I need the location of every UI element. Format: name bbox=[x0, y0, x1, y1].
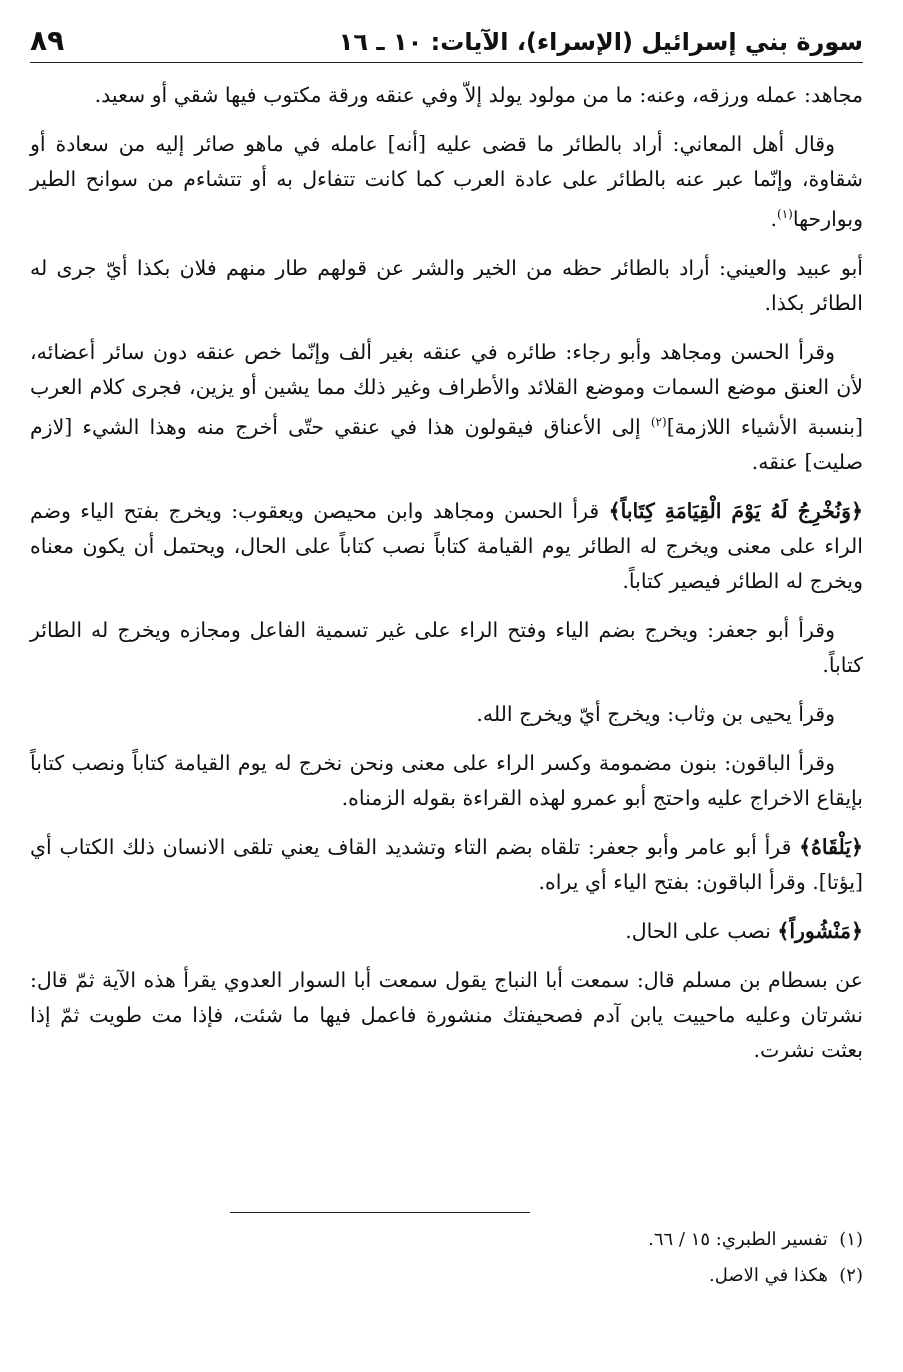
quran-quote: ﴿وَنُخْرِجُ لَهُ يَوْمَ الْقِيَامَةِ كِتَاباً﴾ bbox=[608, 498, 863, 523]
quran-quote: ﴿مَنْشُوراً﴾ bbox=[777, 918, 863, 943]
paragraph: ﴿مَنْشُوراً﴾ نصب على الحال. bbox=[625, 918, 863, 943]
running-header bbox=[30, 22, 863, 63]
paragraph: ﴿وَنُخْرِجُ لَهُ يَوْمَ الْقِيَامَةِ كِتَاباً﴾ قرأ الحسن ومجاهد وابن محيصن ويعقوب: ويخرج بفتح الياء وضم الراء على معنى ويخرج له الطائر يوم القيامة كتاباً نصب كتاباً على الحال، ويحتمل أن يكون معناه ويخرج له الطائر فيصير كتاباً. bbox=[30, 498, 863, 593]
paragraph: وقرأ يحيى بن وثاب: ويخرج أيّ ويخرج الله. bbox=[476, 701, 835, 726]
footnote-ref: (١) bbox=[777, 207, 793, 221]
page-number: ٨٩ bbox=[30, 24, 65, 57]
footnotes bbox=[30, 1222, 863, 1294]
paragraph: مجاهد: عمله ورزقه، وعنه: ما من مولود يولد إلاّ وفي عنقه ورقة مكتوب فيها شقي أو سعيد. bbox=[94, 83, 863, 107]
paragraph: وقال أهل المعاني: أراد بالطائر ما قضى عليه [أنه] عامله في ماهو صائر إليه من سعادة أو شقاوة، وإنّما عبر عنه بالطائر على عادة العرب كما كانت تتفاءل به أو تتشاءم من سوانح الطير وبوارحها$^{(١)}$. bbox=[30, 132, 863, 231]
footnote-ref: (٢) bbox=[650, 414, 667, 429]
header-title: سورة بني إسرائيل (الإسراء)، الآيات: ١٠ ـ ١٦ bbox=[338, 28, 863, 56]
quran-quote: ﴿يَلْقَاهُ﴾ bbox=[799, 834, 863, 859]
paragraph: أبو عبيد والعيني: أراد بالطائر حظه من الخير والشر عن قولهم طار منهم فلان بكذا أيّ جرى له الطائر بكذا. bbox=[30, 255, 863, 315]
footnote-separator bbox=[230, 1212, 530, 1213]
main-text bbox=[30, 78, 863, 1082]
paragraph: عن بسطام بن مسلم قال: سمعت أبا النباج يقول سمعت أبا السوار العدوي يقرأ هذه الآية ثمّ قال: نشرتان وعليه ماحييت يابن آدم فصحيفتك منشورة فاعمل فيها ما شئت، فإذا مت طويت ثمّ إذا بعثت نشرت. bbox=[30, 967, 863, 1062]
paragraph: وقرأ الباقون: بنون مضمومة وكسر الراء على معنى ونحن نخرج له يوم القيامة كتاباً ونصب كتاباً بإيقاع الاخراج عليه واحتج أبو عمرو لهذه القراءة بقوله الزمناه. bbox=[30, 750, 863, 810]
paragraph: وقرأ أبو جعفر: ويخرج بضم الياء وفتح الراء على غير تسمية الفاعل ومجازه ويخرج له الطائر كتاباً. bbox=[30, 617, 863, 677]
footnote: (٢) هكذا في الاصل. bbox=[708, 1265, 863, 1286]
paragraph: ﴿يَلْقَاهُ﴾ قرأ أبو عامر وأبو جعفر: تلقاه بضم التاء وتشديد القاف يعني تلقى الانسان ذلك الكتاب أي [يؤتا]. وقرأ الباقون: بفتح الياء أي يراه. bbox=[30, 834, 863, 894]
footnote: (١) تفسير الطبري: ١٥ / ٦٦. bbox=[648, 1229, 863, 1250]
paragraph: وقرأ الحسن ومجاهد وأبو رجاء: طائره في عنقه بغير ألف وإنّما خص عنقه دون سائر أعضائه، لأن العنق موضع السمات وموضع القلائد والأطراف وغير ذلك مما يشين أو يزين، فجرى كلام العرب [بنسبة الأشياء اللازمة]$^{(٢)}$ إلى الأعناق فيقولون هذا في عنقي حتّى أخرج منه وهذا الشيء [لازم صليت] عنقه. bbox=[30, 339, 863, 474]
